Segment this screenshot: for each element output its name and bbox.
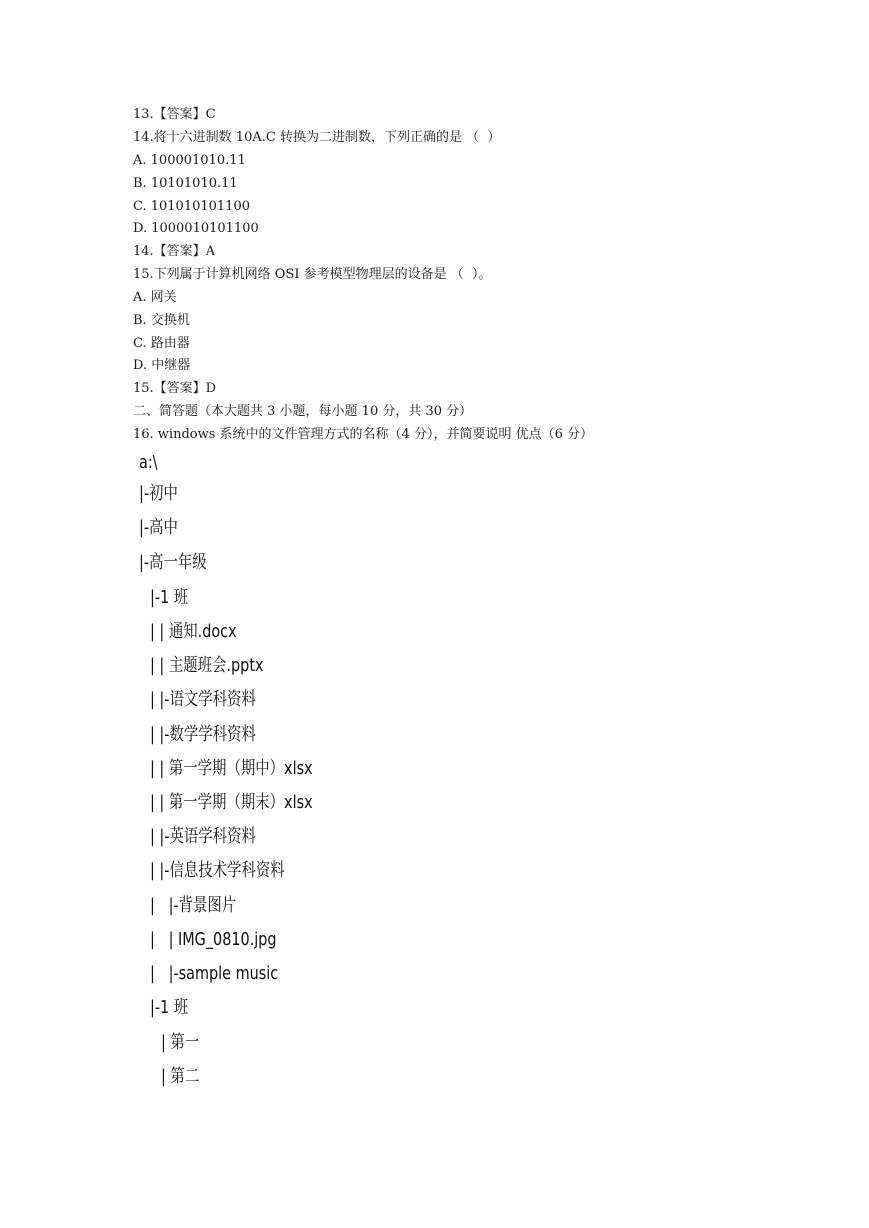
tree-file: | | 第一学期（期中）xlsx [150, 758, 313, 779]
question-14: 14.将十六进制数 10A.C 转换为二进制数，下列正确的是 （ ） [133, 130, 501, 145]
tree-node: |-1 班 [150, 997, 189, 1018]
tree-node: | 第二 [161, 1066, 200, 1087]
option-15-b: B. 交换机 [133, 313, 190, 328]
tree-node: | |-数学学科资料 [150, 724, 256, 745]
option-14-d: D. 1000010101100 [133, 221, 259, 236]
answer-15: 15.【答案】D [133, 381, 217, 396]
section-heading: 二、简答题（本大题共 3 小题，每小题 10 分，共 30 分） [133, 404, 473, 419]
option-14-c: C. 101010101100 [133, 199, 250, 214]
tree-node: |-初中 [139, 483, 178, 504]
answer-14: 14.【答案】A [133, 244, 216, 259]
tree-node: | |-英语学科资料 [150, 826, 256, 847]
tree-node: |-高中 [139, 517, 178, 538]
tree-node: | |-语文学科资料 [150, 689, 256, 710]
option-15-a: A. 网关 [133, 290, 177, 305]
question-16: 16. windows 系统中的文件管理方式的名称（4 分），并简要说明 优点（6 分） [133, 427, 593, 442]
option-15-c: C. 路由器 [133, 336, 190, 351]
option-14-b: B. 10101010.11 [133, 176, 238, 191]
question-15: 15.下列属于计算机网络 OSI 参考模型物理层的设备是 （ ）。 [133, 267, 492, 282]
answer-13: 13.【答案】C [133, 107, 216, 122]
tree-file: | | 通知.docx [150, 621, 237, 642]
tree-root: a:\ [139, 452, 158, 473]
option-14-a: A. 100001010.11 [133, 153, 246, 168]
option-15-d: D. 中继器 [133, 358, 191, 373]
tree-node: | |-背景图片 [150, 895, 237, 916]
tree-node: | 第一 [161, 1032, 200, 1053]
tree-node: | |-信息技术学科资料 [150, 860, 285, 881]
tree-node: |-高一年级 [139, 552, 207, 573]
tree-node: | |-sample music [150, 963, 279, 984]
tree-file: | | IMG_0810.jpg [150, 929, 277, 950]
tree-node: |-1 班 [150, 587, 189, 608]
tree-file: | | 主题班会.pptx [150, 655, 264, 676]
tree-file: | | 第一学期（期末）xlsx [150, 792, 313, 813]
